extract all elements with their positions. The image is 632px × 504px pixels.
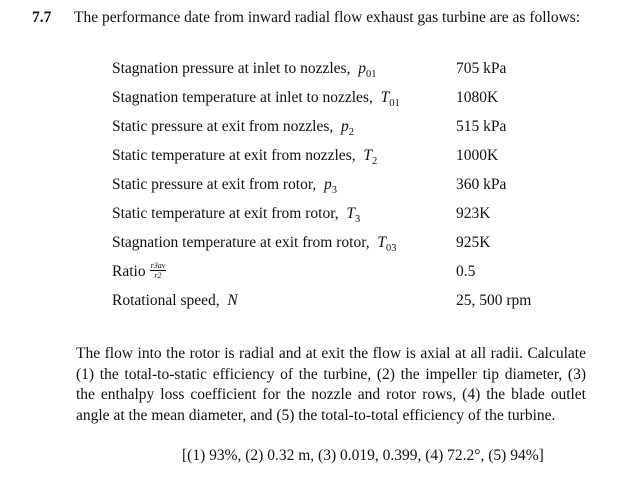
- subscript: 01: [365, 69, 377, 80]
- radius-ratio-fraction: [150, 261, 167, 280]
- subscript: 01: [389, 98, 400, 109]
- data-label: Static temperature at exit from nozzles, $T_2$: [112, 147, 378, 167]
- data-value: 25, 500 rpm: [456, 292, 532, 309]
- problem-intro: The performance date from inward radial flow exhaust gas turbine are as follows:: [74, 9, 581, 26]
- subscript: 2: [348, 127, 354, 138]
- data-row-radius-ratio: [112, 261, 592, 283]
- fraction-denominator: r2: [154, 270, 162, 280]
- data-label: Static pressure at exit from rotor, $p_3$: [112, 176, 338, 196]
- data-value: 0.5: [456, 263, 476, 280]
- data-label: Ratio $\frac{r3av}{r2}$: [112, 260, 166, 280]
- data-label: Stagnation temperature at exit from rotor, $T_{03}$: [112, 234, 397, 254]
- symbol: p: [324, 176, 332, 193]
- fraction-numerator: r3av: [150, 260, 166, 270]
- data-label: Stagnation temperature at inlet to nozzles, $T_{01}$: [112, 89, 400, 109]
- data-value: 1000K: [456, 147, 499, 164]
- data-value: 1080K: [456, 89, 499, 106]
- data-value: 925K: [456, 234, 491, 251]
- data-label: Stagnation pressure at inlet to nozzles, $p_{01}$: [112, 60, 377, 80]
- answers: [(1) 93%, (2) 0.32 m, (3) 0.019, 0.399, (4) 72.2°, (5) 94%]: [182, 447, 544, 464]
- data-row-rotor-exit-static-temperature: [112, 203, 592, 225]
- data-row-inlet-stagnation-temperature: [112, 87, 592, 109]
- subscript: 2: [371, 156, 378, 167]
- data-row-rotor-exit-stagnation-temperature: [112, 232, 592, 254]
- problem-number: 7.7: [32, 9, 52, 26]
- data-row-inlet-stagnation-pressure: [112, 58, 592, 80]
- data-row-nozzle-exit-static-pressure: [112, 116, 592, 138]
- data-row-rotor-exit-static-pressure: [112, 174, 592, 196]
- symbol: p: [358, 60, 366, 77]
- data-value: 515 kPa: [456, 118, 507, 135]
- symbol: T: [380, 89, 390, 106]
- data-value: 705 kPa: [456, 60, 507, 77]
- symbol: p: [340, 118, 349, 135]
- data-value: 923K: [456, 205, 491, 222]
- question-text: The flow into the rotor is radial and at exit the flow is axial at all radii. Calculate (1) the total-to-static efficiency of the turbine, (2) the impeller tip diameter, (3) the enthalpy loss coefficient for the nozzle and rotor rows, (4) the blade outlet angle at the mean diameter, and (5) the total-to-total efficiency of the turbine.: [76, 345, 586, 424]
- subscript: 3: [331, 185, 338, 196]
- symbol: T: [346, 205, 356, 222]
- data-row-nozzle-exit-static-temperature: [112, 145, 592, 167]
- subscript: 3: [355, 214, 361, 225]
- data-label: Static temperature at exit from rotor, $T_3$: [112, 205, 361, 225]
- subscript: 03: [386, 243, 397, 254]
- symbol: T: [363, 147, 372, 164]
- symbol: N: [227, 292, 238, 309]
- data-value: 360 kPa: [456, 176, 507, 193]
- data-label: Rotational speed, N: [112, 292, 238, 309]
- data-label: Static pressure at exit from nozzles, $p_2$: [112, 118, 354, 138]
- symbol: T: [377, 234, 387, 251]
- data-row-rotational-speed: [112, 290, 592, 312]
